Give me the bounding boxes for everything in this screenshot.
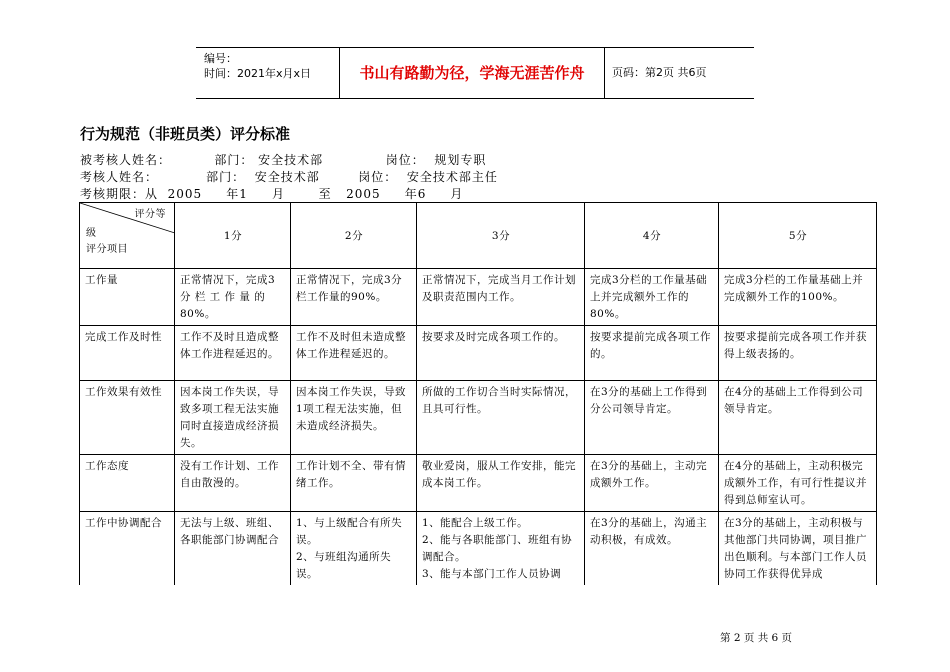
corner-bottom-label: 评分项目 bbox=[86, 244, 128, 255]
time-label: 时间：2021年x月x日 bbox=[204, 67, 312, 80]
table-row bbox=[80, 512, 877, 586]
criteria-cell: 完成3分栏的工作量基础上并完成额外工作的80%。 bbox=[585, 269, 719, 326]
grade-header: 3分 bbox=[417, 203, 585, 269]
criteria-cell: 工作不及时但未造成整体工作进程延迟的。 bbox=[291, 326, 417, 381]
criteria-cell: 没有工作计划、工作自由散漫的。 bbox=[175, 455, 291, 512]
diagonal-header-cell bbox=[80, 203, 175, 269]
number-label: 编号： bbox=[204, 52, 237, 65]
criteria-cell: 在4分的基础上工作得到公司领导肯定。 bbox=[719, 381, 877, 455]
item-label: 工作量 bbox=[80, 269, 175, 326]
table-row bbox=[80, 326, 877, 381]
corner-top-label: 评分等 bbox=[134, 209, 166, 220]
table-row bbox=[80, 381, 877, 455]
criteria-cell: 完成3分栏的工作量基础上并完成额外工作的100%。 bbox=[719, 269, 877, 326]
grade-header: 4分 bbox=[585, 203, 719, 269]
criteria-cell: 在3分的基础上，主动积极与其他部门共同协调，项目推广出色顺利。与本部门工作人员协同工作获得优异成 bbox=[719, 512, 877, 586]
criteria-cell: 正常情况下，完成3 分 栏 工 作 量 的80%。 bbox=[175, 269, 291, 326]
item-label: 工作效果有效性 bbox=[80, 381, 175, 455]
criteria-cell: 1、能配合上级工作。 2、能与各职能部门、班组有协调配合。 3、能与本部门工作人员协调 bbox=[417, 512, 585, 586]
grade-header: 2分 bbox=[291, 203, 417, 269]
table-header-row bbox=[80, 203, 877, 269]
criteria-cell: 正常情况下，完成3分栏工作量的90%。 bbox=[291, 269, 417, 326]
info-line-examiner: 考核人姓名： 部门： 安全技术部 岗位： 安全技术部主任 bbox=[80, 170, 498, 184]
criteria-cell: 1、与上级配合有所失误。 2、与班组沟通所失误。 bbox=[291, 512, 417, 586]
criteria-cell: 正常情况下，完成当月工作计划及职责范围内工作。 bbox=[417, 269, 585, 326]
criteria-cell: 所做的工作切合当时实际情况，且具可行性。 bbox=[417, 381, 585, 455]
criteria-cell: 在3分的基础上工作得到分公司领导肯定。 bbox=[585, 381, 719, 455]
header-page-label: 页码：第2页 共6页 bbox=[612, 66, 707, 79]
criteria-cell: 工作不及时且造成整体工作进程延迟的。 bbox=[175, 326, 291, 381]
criteria-cell: 按要求及时完成各项工作的。 bbox=[417, 326, 585, 381]
criteria-cell: 在4分的基础上，主动积极完成额外工作，有可行性提议并得到总师室认可。 bbox=[719, 455, 877, 512]
criteria-cell: 敬业爱岗，服从工作安排，能完成本岗工作。 bbox=[417, 455, 585, 512]
item-label: 工作态度 bbox=[80, 455, 175, 512]
criteria-cell: 在3分的基础上，沟通主动积极，有成效。 bbox=[585, 512, 719, 586]
criteria-cell: 因本岗工作失误，导致1项工程无法实施，但未造成经济损失。 bbox=[291, 381, 417, 455]
page-footer: 第 2 页 共 6 页 bbox=[720, 632, 793, 644]
criteria-cell: 按要求提前完成各项工作并获得上级表扬的。 bbox=[719, 326, 877, 381]
criteria-cell: 在3分的基础上，主动完成额外工作。 bbox=[585, 455, 719, 512]
table-row bbox=[80, 269, 877, 326]
scoring-table bbox=[79, 202, 877, 585]
criteria-cell: 按要求提前完成各项工作的。 bbox=[585, 326, 719, 381]
grade-header: 5分 bbox=[719, 203, 877, 269]
criteria-cell: 工作计划不全、带有情绪工作。 bbox=[291, 455, 417, 512]
table-row bbox=[80, 455, 877, 512]
info-line-examinee: 被考核人姓名： 部门： 安全技术部 岗位： 规划专职 bbox=[80, 153, 487, 167]
grade-header: 1分 bbox=[175, 203, 291, 269]
criteria-cell: 因本岗工作失误，导致多项工程无法实施同时直接造成经济损失。 bbox=[175, 381, 291, 455]
criteria-cell: 无法与上级、班组、各职能部门协调配合 bbox=[175, 512, 291, 586]
corner-mid-label: 级 bbox=[86, 228, 97, 239]
page-header bbox=[196, 47, 754, 99]
document-title: 行为规范（非班员类）评分标准 bbox=[80, 125, 291, 143]
item-label: 工作中协调配合 bbox=[80, 512, 175, 586]
info-line-period: 考核期限：从 2005 年1 月 至 2005 年6 月 bbox=[80, 187, 464, 201]
header-meta bbox=[196, 48, 339, 98]
item-label: 完成工作及时性 bbox=[80, 326, 175, 381]
header-motto: 书山有路勤为径，学海无涯苦作舟 bbox=[339, 48, 605, 98]
